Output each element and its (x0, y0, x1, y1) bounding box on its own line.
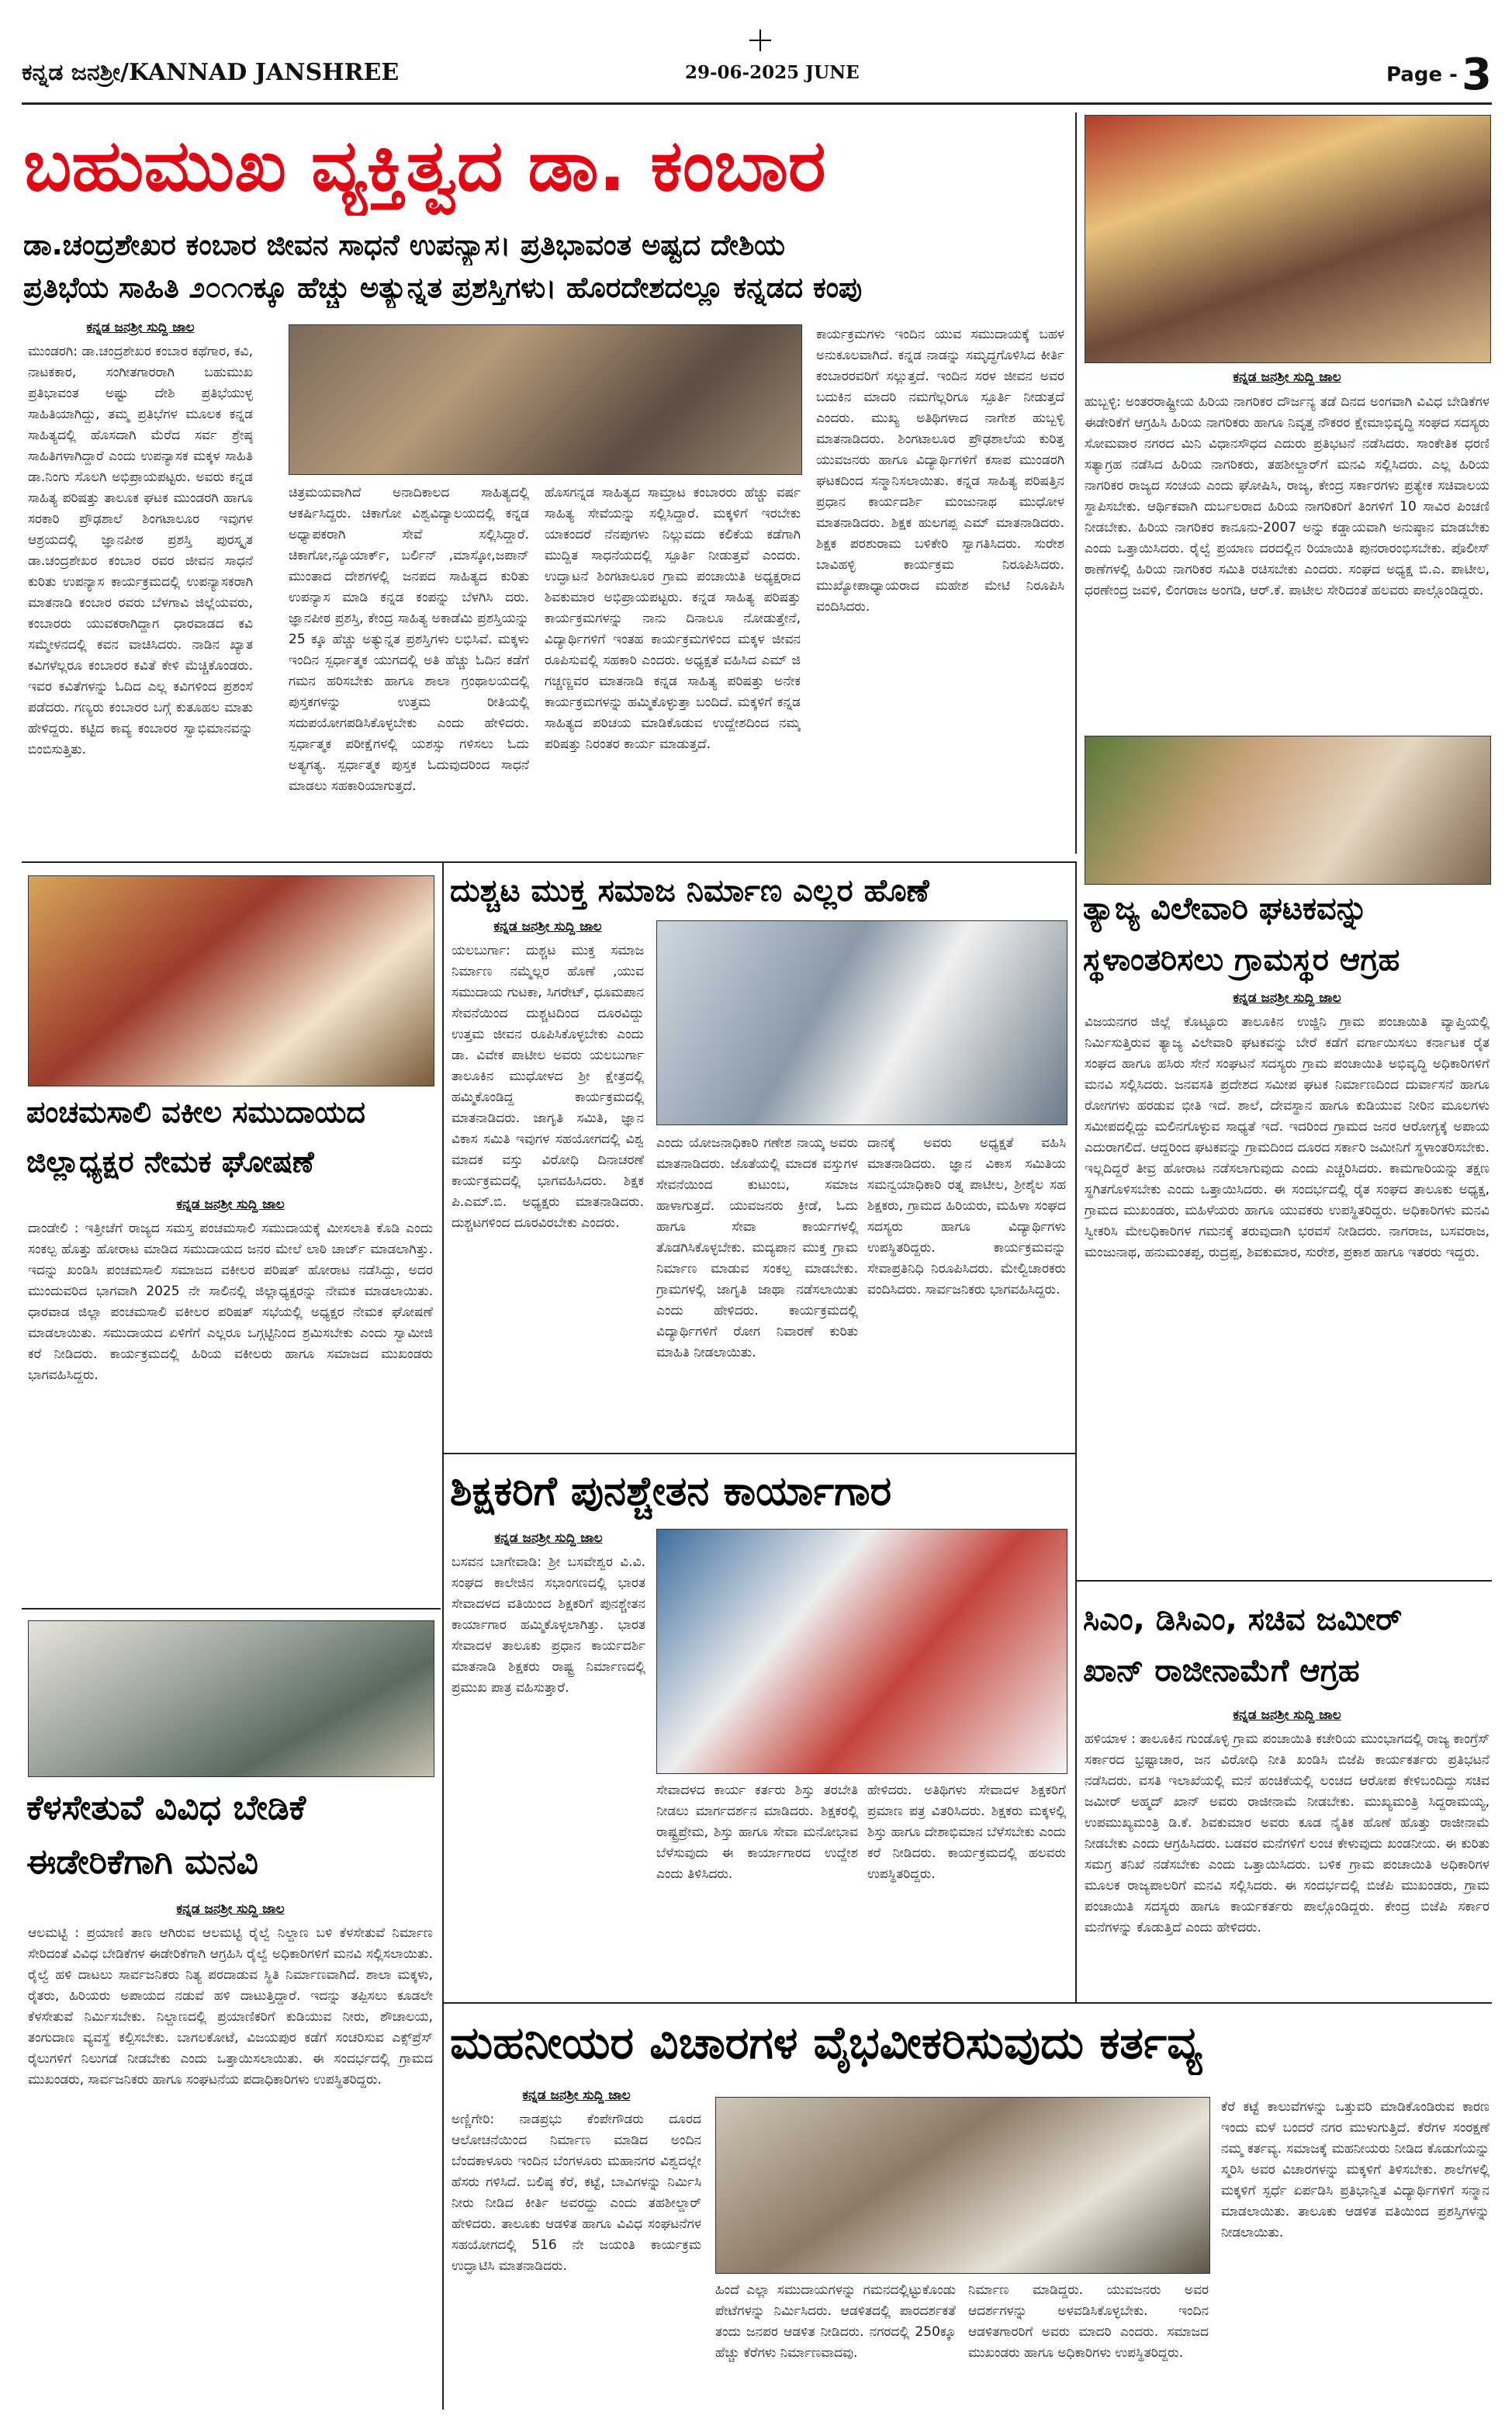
divider-bottom (444, 2002, 1492, 2004)
demand-photo (28, 1620, 434, 1777)
minister-headline-line-2: ಖಾನ್ ರಾಜೀನಾಮೆಗೆ ಆಗ್ರಹ (1083, 1653, 1360, 1689)
greats-text-2: ಹಿಂದೆ ಎಲ್ಲಾ ಸಮುದಾಯಗಳನ್ನು ಗಮನದಲ್ಲಿಟ್ಟುಕೊಂಡು ಪೇಟೆಗಳನ್ನು ನಿರ್ಮಿಸಿದರು. ಆಡಳಿತದಲ್ಲಿ ಪಾರದರ್ಶಕತೆ ತಂದು ಜನಪರ ಆಡಳಿತ ನೀಡಿದರು. ನಗರದಲ್ಲಿ 250ಕ್ಕೂ ಹೆಚ್ಚು ಕೆರೆಗಳು ನಿರ್ಮಾಣವಾದವು. (715, 2282, 956, 2361)
greats-text-4: ಕೆರೆ ಕಟ್ಟೆ ಕಾಲುವೆಗಳನ್ನು ಒತ್ತುವರಿ ಮಾಡಿಕೊಂಡಿರುವ ಕಾರಣ ಇಂದು ಮಳೆ ಬಂದರೆ ನಗರ ಮುಳುಗುತ್ತಿದೆ. ಕೆರೆಗಳ ಸಂರಕ್ಷಣೆ ನಮ್ಮ ಕರ್ತವ್ಯ. ಸಮಾಜಕ್ಕೆ ಮಹನೀಯರು ನೀಡಿದ ಕೊಡುಗೆಯನ್ನು ಸ್ಮರಿಸಿ ಅವರ ವಿಚಾರಗಳನ್ನು ಮಕ್ಕಳಿಗೆ ತಿಳಿಸಬೇಕು. ಶಾಲೆಗಳಲ್ಲಿ ಮಕ್ಕಳಿಗೆ ಸ್ಪರ್ಧೆ ಏರ್ಪಡಿಸಿ ಪ್ರತಿಭಾನ್ವಿತ ವಿದ್ಯಾರ್ಥಿಗಳಿಗೆ ಸನ್ಮಾನ ಮಾಡಲಾಯಿತು. ತಾಲೂಕು ಆಡಳಿತ ವತಿಯಿಂದ ಪ್ರಶಸ್ತಿಗಳನ್ನು ನೀಡಲಾಯಿತು. (1221, 2099, 1490, 2240)
drugs-text-3: ದಾನಕ್ಕೆ ಅವರು ಅಧ್ಯಕ್ಷತೆ ವಹಿಸಿ ಮಾತನಾಡಿದರು. ಜ್ಞಾನ ವಿಕಾಸ ಸಮಿತಿಯ ಸಮನ್ವಯಾಧಿಕಾರಿ ರತ್ನ ಪಾಟೀಲ, ಶ್ರೀಶೈಲ ಸಹ ಶಿಕ್ಷಕರು, ಗ್ರಾಮದ ಹಿರಿಯರು, ಮಹಿಳಾ ಸಂಘದ ಸದಸ್ಯರು ಹಾಗೂ ವಿದ್ಯಾರ್ಥಿಗಳು ಉಪಸ್ಥಿತರಿದ್ದರು. ಕಾರ್ಯಕ್ರಮವನ್ನು ಸೇವಾಪ್ರತಿನಿಧಿ ನಿರೂಪಿಸಿದರು. ಮೇಲ್ವಿಚಾರಕರು ವಂದಿಸಿದರು. ಸಾರ್ವಜನಿಕರು ಭಾಗವಹಿಸಿದ್ದರು. (867, 1135, 1066, 1298)
greats-text-3: ನಿರ್ಮಾಣ ಮಾಡಿದ್ದರು. ಯುವಜನರು ಅವರ ಆದರ್ಶಗಳನ್ನು ಅಳವಡಿಸಿಕೊಳ್ಳಬೇಕು. ಇಂದಿನ ಆಡಳಿತಗಾರರಿಗೆ ಅವರು ಮಾದರಿ ಎಂದರು. ಸಮಾಜದ ಮುಖಂಡರು ಹಾಗೂ ಅಧಿಕಾರಿಗಳು ಉಪಸ್ಥಿತರಿದ್ದರು. (968, 2282, 1209, 2361)
waste-headline-line-2: ಸ್ಥಳಾಂತರಿಸಲು ಗ್ರಾಮಸ್ಥರ ಆಗ್ರಹ (1083, 942, 1400, 978)
demand-byline: ಕನ್ನಡ ಜನಶ್ರೀ ಸುದ್ದಿ ಜಾಲ (176, 1901, 285, 1917)
brand-latin: KANNAD JANSHREE (129, 59, 400, 86)
teachers-text-2: ಸೇವಾದಳದ ಕಾರ್ಯ ಕರ್ತರು ಶಿಸ್ತು ತರಬೇತಿ ನೀಡಲು ಮಾರ್ಗದರ್ಶನ ಮಾಡಿದರು. ಶಿಕ್ಷಕರಲ್ಲಿ ರಾಷ್ಟ್ರಪ್ರೇಮ, ಶಿಸ್ತು ಹಾಗೂ ಸೇವಾ ಮನೋಭಾವ ಬೆಳೆಸುವುದು ಈ ಕಾರ್ಯಾಗಾರದ ಉದ್ದೇಶ ಎಂದು ತಿಳಿಸಿದರು. (656, 1783, 858, 1882)
waste-text: ವಿಜಯನಗರ ಜಿಲ್ಲೆ ಕೊಟ್ಟೂರು ತಾಲೂಕಿನ ಉಜ್ಜಿನಿ ಗ್ರಾಮ ಪಂಚಾಯಿತಿ ವ್ಯಾಪ್ತಿಯಲ್ಲಿ ನಿರ್ಮಿಸುತ್ತಿರುವ ತ್ಯಾಜ್ಯ ವಿಲೇವಾರಿ ಘಟಕವನ್ನು ಬೇರೆ ಕಡೆಗೆ ವರ್ಗಾಯಿಸಲು ಕರ್ನಾಟಕ ರೈತ ಸಂಘದ ಹಾಗೂ ಹಸಿರು ಸೇನೆ ಸಂಘಟನೆ ಸದಸ್ಯರು ಗ್ರಾಮ ಪಂಚಾಯಿತಿ ಅಭಿವೃದ್ಧಿ ಅಧಿಕಾರಿಗಳಿಗೆ ಮನವಿ ಸಲ್ಲಿಸಿದರು. ಜನವಸತಿ ಪ್ರದೇಶದ ಸಮೀಪ ಘಟಕ ನಿರ್ಮಾಣದಿಂದ ದುರ್ವಾಸನೆ ಹಾಗೂ ರೋಗಗಳು ಹರಡುವ ಭೀತಿ ಇದೆ. ಶಾಲೆ, ದೇವಸ್ಥಾನ ಹಾಗೂ ಕುಡಿಯುವ ನೀರಿನ ಮೂಲಗಳು ಸಮೀಪದಲ್ಲಿದ್ದು ಮಲಿನಗೊಳ್ಳುವ ಸಾಧ್ಯತೆ ಇದೆ. ಇದರಿಂದ ಗ್ರಾಮದ ಜನರ ಆರೋಗ್ಯಕ್ಕೆ ಅಪಾಯ ಎದುರಾಗಲಿದೆ. ಆದ್ದರಿಂದ ಘಟಕವನ್ನು ಗ್ರಾಮದಿಂದ ದೂರದ ಸರ್ಕಾರಿ ಜಮೀನಿಗೆ ಸ್ಥಳಾಂತರಿಸಬೇಕು. ಇಲ್ಲದಿದ್ದರೆ ತೀವ್ರ ಹೋರಾಟ ನಡೆಸಲಾಗುವುದು ಎಂದು ಎಚ್ಚರಿಸಿದರು. ಕಾಮಗಾರಿಯನ್ನು ತಕ್ಷಣ ಸ್ಥಗಿತಗೊಳಿಸಬೇಕು ಎಂದು ಒತ್ತಾಯಿಸಿದರು. ಈ ಸಂದರ್ಭದಲ್ಲಿ ರೈತ ಸಂಘದ ತಾಲೂಕು ಅಧ್ಯಕ್ಷ, ಗ್ರಾಮದ ಮುಖಂಡರು, ಮಹಿಳೆಯರು ಹಾಗೂ ಯುವಕರು ಉಪಸ್ಥಿತರಿದ್ದರು. ಅಧಿಕಾರಿಗಳು ಮನವಿ ಸ್ವೀಕರಿಸಿ ಮೇಲಧಿಕಾರಿಗಳ ಗಮನಕ್ಕೆ ತರುವುದಾಗಿ ಭರವಸೆ ನೀಡಿದರು. ನಾಗರಾಜ, ಬಸವರಾಜ, ಮಂಜುನಾಥ, ಹನುಮಂತಪ್ಪ, ರುದ್ರಪ್ಪ, ಶಿವಕುಮಾರ, ಸುರೇಶ, ಪ್ರಕಾಶ ಹಾಗೂ ಇತರರು ಇದ್ದರು. (1085, 1014, 1490, 1260)
right-top-text: ಹುಬ್ಬಳ್ಳಿ: ಅಂತರರಾಷ್ಟ್ರೀಯ ಹಿರಿಯ ನಾಗರಿಕರ ದೌರ್ಜನ್ಯ ತಡೆ ದಿನದ ಅಂಗವಾಗಿ ವಿವಿಧ ಬೇಡಿಕೆಗಳ ಈಡೇರಿಕೆಗೆ ಆಗ್ರಹಿಸಿ ಹಿರಿಯ ನಾಗರಿಕರು ಹಾಗೂ ನಿವೃತ್ತ ನೌಕರರ ಕ್ಷೇಮಾಭಿವೃದ್ಧಿ ಸಂಘದ ಸದಸ್ಯರು ಸೋಮವಾರ ನಗರದ ಮಿನಿ ವಿಧಾನಸೌಧದ ಎದುರು ಪ್ರತಿಭಟನೆ ನಡೆಸಿದರು. ಸಾಂಕೇತಿಕ ಧರಣಿ ಸತ್ಯಾಗ್ರಹ ನಡೆಸಿದ ಹಿರಿಯ ನಾಗರಿಕರು, ತಹಶೀಲ್ದಾರ್‌ಗೆ ಮನವಿ ಸಲ್ಲಿಸಿದರು. ಎಲ್ಲ ಹಿರಿಯ ನಾಗರಿಕರ ರಾಜ್ಯದ ಸಂಚಯ ಎಂದು ಘೋಷಿಸಿ, ರಾಜ್ಯ, ಕೇಂದ್ರ ಸರ್ಕಾರಗಳು ಪ್ರತ್ಯೇಕ ಸಚಿವಾಲಯ ಸ್ಥಾಪಿಸಬೇಕು. ಆರ್ಥಿಕವಾಗಿ ದುರ್ಬಲರಾದ ಹಿರಿಯ ನಾಗರಿಕರಿಗೆ ತಿಂಗಳಿಗೆ 10 ಸಾವಿರ ಪಿಂಚಣಿ ನೀಡಬೇಕು. ಹಿರಿಯ ನಾಗರಿಕರ ಕಾನೂನು-2007 ಅನ್ನು ಕಡ್ಡಾಯವಾಗಿ ಅನುಷ್ಠಾನ ಮಾಡಬೇಕು ಎಂದು ಒತ್ತಾಯಿಸಿದರು. ರೈಲ್ವೆ ಪ್ರಯಾಣ ದರದಲ್ಲಿನ ರಿಯಾಯಿತಿ ಪುನರಾರಂಭಿಸಬೇಕು. ಪೊಲೀಸ್ ಠಾಣೆಗಳಲ್ಲಿ ಹಿರಿಯ ನಾಗರಿಕರ ಸಮಿತಿ ರಚಿಸಬೇಕು ಎಂದರು. ಸಂಘದ ಅಧ್ಯಕ್ಷ ಬಿ.ಎ. ಪಾಟೀಲ, ಧರಣೇಂದ್ರ ಜವಳಿ, ಲಿಂಗರಾಜ ಅಂಗಡಿ, ಆರ್.ಕೆ. ಪಾಟೀಲ ಸೇರಿದಂತೆ ಹಲವರು ಪಾಲ್ಗೊಂಡಿದ್ದರು. (1085, 394, 1490, 598)
right-top-photo-2 (1085, 736, 1491, 885)
lead-deck-line-2: ಪ್ರತಿಭೆಯ ಸಾಹಿತಿ ೨೦೧೧ಕ್ಕೂ ಹೆಚ್ಚು ಅತ್ಯುನ್ನತ ಪ್ರಶಸ್ತಿಗಳು। ಹೊರದೇಶದಲ್ಲೂ ಕನ್ನಡದ ಕಂಪು (23, 271, 863, 304)
masthead: ಕನ್ನಡ ಜನಶ್ರೀ/KANNAD JANSHREE 29-06-2025 JUNE Page - 3 (22, 50, 1492, 100)
lead-col-4: ಕಾರ್ಯಕ್ರಮಗಳು ಇಂದಿನ ಯುವ ಸಮುದಾಯಕ್ಕೆ ಬಹಳ ಅನುಕೂಲವಾಗಿದೆ. ಕನ್ನಡ ನಾಡನ್ನು ಸಮೃದ್ಧಗೊಳಿಸಿದ ಕೀರ್ತಿ ಕಂಬಾರರವರಿಗೆ ಸಲ್ಲುತ್ತದೆ. ಇಂದಿನ ಸರಳ ಜೀವನ ಅವರ ಬದುಕಿನ ಮಾದರಿ ನಮಗೆಲ್ಲರಿಗೂ ಸ್ಪೂರ್ತಿ ನೀಡುತ್ತದೆ ಎಂದರು. ಮುಖ್ಯ ಅತಿಥಿಗಳಾದ ನಾಗೇಶ ಹುಬ್ಬಳ್ಳಿ ಮಾತನಾಡಿದರು. ಶಿಂಗಟಾಲೂರ ಪ್ರೌಢಶಾಲೆಯ ಕುರಿತ್ತ ಯುವಜನರು ಹಾಗೂ ವಿದ್ಯಾರ್ಥಿಗಳಿಗೆ ಕಸಾಪ ಮುಂಡರಗಿ ಘಟಕದಿಂದ ಸನ್ಮಾನಿಸಲಾಯಿತು. ಕನ್ನಡ ಸಾಹಿತ್ಯ ಪರಿಷತ್ತಿನ ಪ್ರಧಾನ ಕಾರ್ಯದರ್ಶಿ ಮಂಜುನಾಥ ಮುಧೋಳ ಮಾತನಾಡಿದರು. ಶಿಕ್ಷಕ ಹುಲಗಪ್ಪ ಎಮ್ ಮಾತನಾಡಿದರು. ಶಿಕ್ಷಕ ಪರಶುರಾಮ ಬಳಿಕೇರಿ ಸ್ವಾಗತಿಸಿದರು. ಸುರೇಶ ಬಾವಿಹಳ್ಳಿ ಕಾರ್ಯಕ್ರಮ ನಿರೂಪಿಸಿದರು. ಮುಖ್ಯೋಪಾಧ್ಯಾಯರಾದ ಮಹೇಶ ಮೇಟಿ ನಿರೂಪಿಸಿ ವಂದಿಸಿದರು. (816, 327, 1064, 615)
divider-left-middle (442, 861, 444, 2410)
teachers-byline: ಕನ್ನಡ ಜನಶ್ರೀ ಸುದ್ದಿ ಜಾಲ (494, 1530, 603, 1546)
greats-text-1: ಅಣ್ಣಿಗೇರಿ: ನಾಡಪ್ರಭು ಕೆಂಪೇಗೌಡರು ದೂರದ ಆಲೋಚನೆಯಿಂದ ನಿರ್ಮಾಣ ಮಾಡಿದ ಅಂದಿನ ಬೆಂದಕಾಳೂರು ಇಂದಿನ ಬೆಂಗಳೂರು ಮಹಾನಗರ ವಿಶ್ವದಲ್ಲೇ ಹೆಸರು ಗಳಿಸಿದೆ. ಬಲಿಷ್ಠ ಕೆರೆ, ಕಟ್ಟೆ, ಬಾವಿಗಳನ್ನು ನಿರ್ಮಿಸಿ ನೀರು ನೀಡಿದ ಕೀರ್ತಿ ಅವರದ್ದು ಎಂದು ತಹಶೀಲ್ದಾರ್ ಹೇಳಿದರು. ತಾಲೂಕು ಆಡಳಿತ ಹಾಗೂ ವಿವಿಧ ಸಂಘಟನೆಗಳ ಸಹಯೋಗದಲ್ಲಿ 516 ನೇ ಜಯಂತಿ ಕಾರ್ಯಕ್ರಮ ಉದ್ಘಾಟಿಸಿ ಮಾತನಾಡಿದರು. (452, 2112, 701, 2274)
advocates-photo (28, 875, 434, 1086)
lead-col-3: ಹೊಸಗನ್ನಡ ಸಾಹಿತ್ಯದ ಸಾಮ್ರಾಟ ಕಂಬಾರರು ಹೆಚ್ಚು ವರ್ಷ ಸಾಹಿತ್ಯ ಸೇವೆಯನ್ನು ಸಲ್ಲಿಸಿದ್ದಾರೆ. ಮಕ್ಕಳಿಗೆ ಇರಬೇಕು ಯಾಕಂದರೆ ನೆನಪುಗಳು ನಿಲ್ಲುವದು ಕಲಿಕೆಯ ಕಡೆಗಾಗಿ ಮುದ್ದಿತ ಸಾಧನೆಯದಲ್ಲಿ ಸ್ಪೂರ್ತಿ ನೀಡುತ್ತವೆ ಎಂದರು. ಉದ್ಘಾಟನೆ ಶಿಂಗಟಾಲೂರ ಗ್ರಾಮ ಪಂಚಾಯಿತಿ ಅಧ್ಯಕ್ಷರಾದ ಶಿವಕುಮಾರ ಅಭಿಪ್ರಾಯಪಟ್ಟರು. ಕನ್ನಡ ಸಾಹಿತ್ಯ ಪರಿಷತ್ತು ಕಾರ್ಯಕ್ರಮಗಳನ್ನು ನಾನು ದಿನಾಲೂ ನೋಡುತ್ತೇನೆ, ವಿದ್ಯಾರ್ಥಿಗಳಿಗೆ ಇಂತಹ ಕಾರ್ಯಕ್ರಮಗಳಿಂದ ಮಕ್ಕಳ ಜೀವನ ರೂಪಿಸುವಲ್ಲಿ ಸಹಕಾರಿ ಎಂದರು. ಅಧ್ಯಕ್ಷತೆ ವಹಿಸಿದ ಎಮ್ ಜಿ ಗಚ್ಚಣ್ಣವರ ಮಾತನಾಡಿ ಕನ್ನಡ ಸಾಹಿತ್ಯ ಪರಿಷತ್ತು ಅನೇಕ ಕಾರ್ಯಕ್ರಮಗಳನ್ನು ಹಮ್ಮಿಕೊಳ್ಳುತ್ತಾ ಬಂದಿದೆ. ಮಕ್ಕಳಿಗೆ ಕನ್ನಡ ಸಾಹಿತ್ಯದ ಪರಿಚಯ ಮಾಡಿಕೊಡುವ ಉದ್ದೇಶದಿಂದ ನಮ್ಮ ಪರಿಷತ್ತು ನಿರಂತರ ಕಾರ್ಯ ಮಾಡುತ್ತದೆ. (545, 485, 801, 752)
drugs-byline: ಕನ್ನಡ ಜನಶ್ರೀ ಸುದ್ದಿ ಜಾಲ (493, 919, 602, 934)
drugs-photo (656, 920, 1067, 1125)
demand-headline-line-2: ಈಡೇರಿಕೆಗಾಗಿ ಮನವಿ (26, 1842, 258, 1882)
advocates-byline: ಕನ್ನಡ ಜನಶ್ರೀ ಸುದ್ದಿ ಜಾಲ (176, 1197, 285, 1212)
minister-byline: ಕನ್ನಡ ಜನಶ್ರೀ ಸುದ್ದಿ ಜಾಲ (1233, 1707, 1341, 1723)
teachers-text-1: ಬಸವನ ಬಾಗೇವಾಡಿ: ಶ್ರೀ ಬಸವೇಶ್ವರ ವಿ.ವಿ. ಸಂಘದ ಕಾಲೇಜಿನ ಸಭಾಂಗಣದಲ್ಲಿ ಭಾರತ ಸೇವಾದಳದ ವತಿಯಿಂದ ಶಿಕ್ಷಕರಿಗೆ ಪುನಶ್ಚೇತನ ಕಾರ್ಯಾಗಾರ ಹಮ್ಮಿಕೊಳ್ಳಲಾಗಿತ್ತು. ಭಾರತ ಸೇವಾದಳ ತಾಲೂಕು ಪ್ರಧಾನ ಕಾರ್ಯದರ್ಶಿ ಮಾತನಾಡಿ ಶಿಕ್ಷಕರು ರಾಷ್ಟ್ರ ನಿರ್ಮಾಣದಲ್ಲಿ ಪ್ರಮುಖ ಪಾತ್ರ ವಹಿಸುತ್ತಾರೆ. (452, 1554, 645, 1696)
divider-middle-right (1075, 861, 1077, 2002)
drugs-headline: ದುಶ್ಚಟ ಮುಕ್ತ ಸಮಾಜ ನಿರ್ಮಾಣ ಎಲ್ಲರ ಹೊಣೆ (450, 873, 929, 909)
masthead-rule (22, 102, 1492, 105)
page-label: Page - (1386, 63, 1458, 87)
right-top-photo (1085, 115, 1491, 363)
drugs-text-1: ಯಲಬುರ್ಗಾ: ದುಶ್ಚಟ ಮುಕ್ತ ಸಮಾಜ ನಿರ್ಮಾಣ ನಮ್ಮೆಲ್ಲರ ಹೊಣೆ ,ಯುವ ಸಮುದಾಯ ಗುಟಕಾ, ಸಿಗರೇಟ್, ಧೂಮಪಾನ ಸೇವನೆಯಿಂದ ದುಶ್ಚಟದಿಂದ ದೂರವಿದ್ದು ಉತ್ತಮ ಜೀವನ ರೂಪಿಸಿಕೊಳ್ಳಬೇಕು ಎಂದು ಡಾ. ವಿವೇಕ ಪಾಟೀಲ ಅವರು ಯಲಬುರ್ಗಾ ತಾಲೂಕಿನ ಮುಧೋಳದ ಶ್ರೀ ಕ್ಷೇತ್ರದಲ್ಲಿ ಹಮ್ಮಿಕೊಂಡಿದ್ದ ಕಾರ್ಯಕ್ರಮದಲ್ಲಿ ಮಾತನಾಡಿದರು. ಜಾಗೃತಿ ಸಮಿತಿ, ಜ್ಞಾನ ವಿಕಾಸ ಸಮಿತಿ ಇವುಗಳ ಸಹಯೋಗದಲ್ಲಿ ವಿಶ್ವ ಮಾದಕ ವಸ್ತು ವಿರೋಧಿ ದಿನಾಚರಣೆ ಕಾರ್ಯಕ್ರಮದಲ್ಲಿ ಭಾಗವಹಿಸಿದರು. ಶಿಕ್ಷಕ ಪಿ.ಎಮ್.ಬಿ. ಅಧ್ಯಕ್ಷರು ಮಾತನಾಡಿದರು. ದುಶ್ಚಟಗಳಿಂದ ದೂರವಿರಬೇಕು ಎಂದರು. (452, 943, 644, 1231)
lead-photo (289, 324, 802, 475)
advocates-text: ದಾಂಡೇಲಿ : ಇತ್ತೀಚೆಗೆ ರಾಜ್ಯದ ಸಮಸ್ತ ಪಂಚಮಸಾಲಿ ಸಮುದಾಯಕ್ಕೆ ಮೀಸಲಾತಿ ಕೊಡಿ ಎಂದು ಸಂಕಲ್ಪ ಹೊತ್ತು ಹೋರಾಟ ಮಾಡಿದ ಸಮುದಾಯದ ಜನರ ಮೇಲೆ ಲಾಠಿ ಚಾರ್ಜ್ ಮಾಡಲಾಗಿತ್ತು. ಇದನ್ನು ಖಂಡಿಸಿ ಪಂಚಮಸಾಲಿ ಸಮಾಜದ ವಕೀಲರ ಪರಿಷತ್ ಹೋರಾಟ ನಡೆಸಿದ್ದು, ಅದರ ಮುಂದುವರಿದ ಭಾಗವಾಗಿ 2025 ನೇ ಸಾಲಿನಲ್ಲಿ ಜಿಲ್ಲಾಧ್ಯಕ್ಷರನ್ನು ನೇಮಕ ಮಾಡಲಾಯಿತು. ಧಾರವಾಡ ಜಿಲ್ಲಾ ಪಂಚಮಸಾಲಿ ವಕೀಲರ ಪರಿಷತ್ ಸಭೆಯಲ್ಲಿ ಅಧ್ಯಕ್ಷರ ನೇಮಕ ಘೋಷಣೆ ಮಾಡಲಾಯಿತು. ಸಮುದಾಯದ ಏಳಿಗೆಗೆ ಎಲ್ಲರೂ ಒಗ್ಗಟ್ಟಿನಿಂದ ಶ್ರಮಿಸಬೇಕು ಎಂದು ಸ್ವಾಮೀಜಿ ಕರೆ ನೀಡಿದರು. ಕಾರ್ಯಕ್ರಮದಲ್ಲಿ ಹಿರಿಯ ವಕೀಲರು ಹಾಗೂ ಸಮಾಜದ ಮುಖಂಡರು ಭಾಗವಹಿಸಿದ್ದರು. (28, 1221, 433, 1383)
teachers-text-3: ಹೇಳಿದರು. ಅತಿಥಿಗಳು ಸೇವಾದಳ ಶಿಕ್ಷಕರಿಗೆ ಪ್ರಮಾಣ ಪತ್ರ ವಿತರಿಸಿದರು. ಶಿಕ್ಷಕರು ಮಕ್ಕಳಲ್ಲಿ ಶಿಸ್ತು ಹಾಗೂ ದೇಶಾಭಿಮಾನ ಬೆಳೆಸಬೇಕು ಎಂದು ಕರೆ ನೀಡಿದರು. ಕಾರ್ಯಕ್ರಮದಲ್ಲಿ ಹಲವರು ಉಪಸ್ಥಿತರಿದ್ದರು. (867, 1783, 1066, 1882)
demand-headline-line-1: ಕೆಳಸೇತುವೆ ವಿವಿಧ ಬೇಡಿಕೆ (26, 1788, 306, 1828)
divider-right-top (1075, 113, 1077, 854)
waste-byline: ಕನ್ನಡ ಜನಶ್ರೀ ಸುದ್ದಿ ಜಾಲ (1233, 990, 1341, 1006)
lead-col-2: ಚಿತ್ರಮಯವಾಗಿದೆ ಅನಾದಿಕಾಲದ ಸಾಹಿತ್ಯದಲ್ಲಿ ಆಕರ್ಷಿಸಿದ್ದರು. ಚಿಕಾಗೋ ವಿಶ್ವವಿದ್ಯಾಲಯದಲ್ಲಿ ಕನ್ನಡ ಅಧ್ಯಾಪಕರಾಗಿ ಸೇವೆ ಸಲ್ಲಿಸಿದ್ದಾರೆ. ಚಿಕಾಗೋ,ನ್ಯೂಯಾರ್ಕ್, ಬರ್ಲಿನ್ ,ಮಾಸ್ಕೋ,ಜಪಾನ್ ಮುಂತಾದ ದೇಶಗಳಲ್ಲಿ ಜನಪದ ಸಾಹಿತ್ಯದ ಕುರಿತು ಉಪನ್ಯಾಸ ಮಾಡಿ ಕನ್ನಡ ಕಂಪನ್ನು ಬೆಳಗಿಸಿ ದರು. ಜ್ಞಾನಪೀಠ ಪ್ರಶಸ್ತಿ, ಕೇಂದ್ರ ಸಾಹಿತ್ಯ ಅಕಾಡೆಮಿ ಪ್ರಶಸ್ತಿಯನ್ನು 25 ಕ್ಕೂ ಹೆಚ್ಚು ಅತ್ಯುನ್ನತ ಪ್ರಶಸ್ತಿಗಳು ಲಭಿಸಿವೆ. ಮಕ್ಕಳು ಇಂದಿನ ಸ್ಪರ್ಧಾತ್ಮಕ ಯುಗದಲ್ಲಿ ಅತಿ ಹೆಚ್ಚು ಓದಿನ ಕಡೆಗೆ ಗಮನ ಹರಿಸಬೇಕು ಹಾಗೂ ಶಾಲಾ ಗ್ರಂಥಾಲಯದಲ್ಲಿ ಪುಸ್ತಕಗಳನ್ನು ಉತ್ತಮ ರೀತಿಯಲ್ಲಿ ಸದುಪಯೋಗಪಡಿಸಿಕೊಳ್ಳಬೇಕು ಎಂದು ಹೇಳಿದರು. ಸ್ಪರ್ಧಾತ್ಮಕ ಪರೀಕ್ಷೆಗಳಲ್ಲಿ ಯಶಸ್ಸು ಗಳಿಸಲು ಓದು ಅತ್ಯಗತ್ಯ. ಸ್ಪರ್ಧಾತ್ಮಕ ಪುಸ್ತಕ ಓದುವುದರಿಂದ ಸಾಧನೆ ಮಾಡಲು ಸಹಕಾರಿಯಾಗುತ್ತದೆ. (289, 485, 529, 794)
advocates-headline-line-2: ಜಿಲ್ಲಾಧ್ಯಕ್ಷರ ನೇಮಕ ಘೋಷಣೆ (26, 1145, 314, 1179)
advocates-headline-line-1: ಪಂಚಮಸಾಲಿ ವಕೀಲ ಸಮುದಾಯದ (26, 1095, 365, 1129)
lead-byline: ಕನ್ನಡ ಜನಶ್ರೀ ಸುದ್ದಿ ಜಾಲ (86, 320, 195, 335)
registration-mark (749, 29, 771, 51)
divider-right-1 (1077, 1580, 1492, 1582)
minister-headline-line-1: ಸಿಎಂ, ಡಿಸಿಎಂ, ಸಚಿವ ಜಮೀರ್ (1083, 1602, 1403, 1637)
waste-headline-line-1: ತ್ಯಾಜ್ಯ ವಿಲೇವಾರಿ ಘಟಕವನ್ನು (1083, 891, 1368, 927)
divider-row-1 (22, 861, 1075, 863)
lead-col-1: ಮುಂಡರಗಿ: ಡಾ.ಚಂದ್ರಶೇಖರ ಕಂಬಾರ ಕಥೆಗಾರ, ಕವಿ, ನಾಟಕಕಾರ, ಸಂಗೀತಗಾರರಾಗಿ ಬಹುಮುಖ ಪ್ರತಿಭಾವಂತ ಅಷ್ಟು ದೇಶಿ ಪ್ರತಿಭೆಯುಳ್ಳ ಸಾಹಿತಿಯಾಗಿದ್ದು, ತಮ್ಮ ಪ್ರತಿಭೆಗಳ ಮೂಲಕ ಕನ್ನಡ ಸಾಹಿತ್ಯದಲ್ಲಿ ಹೊಸದಾಗಿ ಮೆರೆದ ಸರ್ವ ಶ್ರೇಷ್ಠ ಸಾಹಿತಿಗಳಾಗಿದ್ದಾರೆ ಎಂದು ಉಪನ್ಯಾಸಕ ಮಕ್ಕಳ ಸಾಹಿತಿ ಡಾ.ನಿಂಗು ಸೊಲಗಿ ಅಭಿಪ್ರಾಯಪಟ್ಟರು. ಅವರು ಕನ್ನಡ ಸಾಹಿತ್ಯ ಪರಿಷತ್ತು ತಾಲೂಕ ಘಟಕ ಮುಂಡರಗಿ ಹಾಗೂ ಸರಕಾರಿ ಪ್ರೌಢಶಾಲೆ ಶಿಂಗಟಾಲೂರ ಇವುಗಳ ಆಶ್ರಯದಲ್ಲಿ ಜ್ಞಾನಪೀಠ ಪ್ರಶಸ್ತಿ ಪುರಸ್ಕೃತ ಡಾ.ಚಂದ್ರಶೇಖರ ಕಂಬಾರ ರವರ ಜೀವನ ಸಾಧನೆ ಕುರಿತು ಉಪನ್ಯಾಸ ಕಾರ್ಯಕ್ರಮದಲ್ಲಿ ಉಪನ್ಯಾಸಕರಾಗಿ ಮಾತನಾಡಿ ಕಂಬಾರ ರವರು ಬೆಳಗಾವಿ ಜಿಲ್ಲೆಯವರು, ಕಂಬಾರರು ಯುವಕರಾಗಿದ್ದಾಗ ಧಾರವಾಡದ ಕವಿ ಸಮ್ಮೇಳನದಲ್ಲಿ ಕವನ ವಾಚಿಸಿದರು. ನಾಡಿನ ಖ್ಯಾತ ಕವಿಗಳೆಲ್ಲರೂ ಕಂಬಾರರ ಕವಿತೆ ಕೇಳಿ ಮೆಚ್ಚಿಕೊಂಡರು. ಇವರ ಕವಿತೆಗಳನ್ನು ಓದಿದ ಎಲ್ಲ ಕವಿಗಳಿಂದ ಪ್ರಶಂಸೆ ಪಡೆದರು. ಗಣ್ಯರು ಕಂಬಾರರ ಬಗ್ಗೆ ಕುತೂಹಲ ಮಾತು ಹೇಳಿದ್ದರು. ಕಟ್ಟಿದ ಕಾವ್ಯ ಕಂಬಾರರ ಸ್ವಾಭಿಮಾನವನ್ನು ಬಿಂಬಿಸುತ್ತಿತು. (28, 344, 253, 757)
minister-text: ಹಳಿಯಾಳ : ತಾಲೂಕಿನ ಗುಂಡೊಳ್ಳಿ ಗ್ರಾಮ ಪಂಚಾಯಿತಿ ಕಚೇರಿಯ ಮುಂಭಾಗದಲ್ಲಿ ರಾಜ್ಯ ಕಾಂಗ್ರೆಸ್ ಸರ್ಕಾರದ ಭ್ರಷ್ಟಾಚಾರ, ಜನ ವಿರೋಧಿ ನೀತಿ ಖಂಡಿಸಿ ಬಿಜೆಪಿ ಕಾರ್ಯಕರ್ತರು ಪ್ರತಿಭಟನೆ ನಡೆಸಿದರು. ವಸತಿ ಇಲಾಖೆಯಲ್ಲಿ ಮನೆ ಹಂಚಿಕೆಯಲ್ಲಿ ಲಂಚದ ಆರೋಪ ಕೇಳಿಬಂದಿದ್ದು ಸಚಿವ ಜಮೀರ್ ಅಹ್ಮದ್ ಖಾನ್ ಅವರು ರಾಜೀನಾಮೆ ನೀಡಬೇಕು. ಮುಖ್ಯಮಂತ್ರಿ ಸಿದ್ದರಾಮಯ್ಯ, ಉಪಮುಖ್ಯಮಂತ್ರಿ ಡಿ.ಕೆ. ಶಿವಕುಮಾರ ಅವರು ಕೂಡ ನೈತಿಕ ಹೊಣೆ ಹೊತ್ತು ರಾಜೀನಾಮೆ ನೀಡಬೇಕು ಎಂದು ಆಗ್ರಹಿಸಿದರು. ಬಡವರ ಮನೆಗಳಿಗೆ ಲಂಚ ಕೇಳುವುದು ಖಂಡನೀಯ. ಈ ಕುರಿತು ಸಮಗ್ರ ತನಿಖೆ ನಡೆಸಬೇಕು ಎಂದು ಒತ್ತಾಯಿಸಿದರು. ಬಳಿಕ ಗ್ರಾಮ ಪಂಚಾಯಿತಿ ಅಧಿಕಾರಿಗಳ ಮೂಲಕ ರಾಜ್ಯಪಾಲರಿಗೆ ಮನವಿ ಸಲ್ಲಿಸಿದರು. ಈ ಸಂದರ್ಭದಲ್ಲಿ ಬಿಜೆಪಿ ಮುಖಂಡರು, ಗ್ರಾಮ ಪಂಚಾಯಿತಿ ಸದಸ್ಯರು ಹಾಗೂ ಕಾರ್ಯಕರ್ತರು ಪಾಲ್ಗೊಂಡಿದ್ದರು. ಕೇಂದ್ರ ಬಿಜೆಪಿ ಸರ್ಕಾರ ಮನೆಗಳನ್ನು ಕೊಡುತ್ತಿದೆ ಎಂದು ಹೇಳಿದರು. (1085, 1731, 1490, 1935)
greats-photo (715, 2097, 1210, 2274)
page-number: 3 (1462, 50, 1492, 100)
teachers-headline: ಶಿಕ್ಷಕರಿಗೆ ಪುನಶ್ಚೇತನ ಕಾರ್ಯಾಗಾರ (450, 1468, 892, 1515)
drugs-text-2: ಎಂದು ಯೋಜನಾಧಿಕಾರಿ ಗಣೇಶ ನಾಯ್ಕ ಅವರು ಮಾತನಾಡಿದರು. ಜೊತೆಯಲ್ಲಿ ಮಾದಕ ವಸ್ತುಗಳ ಸೇವನೆಯಿಂದ ಕುಟುಂಬ, ಸಮಾಜ ಹಾಳಾಗುತ್ತದೆ. ಯುವಜನರು ಕ್ರೀಡೆ, ಓದು ಹಾಗೂ ಸೇವಾ ಕಾರ್ಯಗಳಲ್ಲಿ ತೊಡಗಿಸಿಕೊಳ್ಳಬೇಕು. ಮದ್ಯಪಾನ ಮುಕ್ತ ಗ್ರಾಮ ನಿರ್ಮಾಣ ಮಾಡುವ ಸಂಕಲ್ಪ ಮಾಡಬೇಕು. ಗ್ರಾಮಗಳಲ್ಲಿ ಜಾಗೃತಿ ಜಾಥಾ ನಡೆಸಲಾಯಿತು ಎಂದು ಹೇಳಿದರು. ಕಾರ್ಯಕ್ರಮದಲ್ಲಿ ವಿದ್ಯಾರ್ಥಿಗಳಿಗೆ ರೋಗ ನಿವಾರಣೆ ಕುರಿತು ಮಾಹಿತಿ ನೀಡಲಾಯಿತು. (656, 1135, 858, 1360)
greats-byline: ಕನ್ನಡ ಜನಶ್ರೀ ಸುದ್ದಿ ಜಾಲ (522, 2088, 631, 2103)
issue-date: 29-06-2025 JUNE (685, 62, 860, 83)
greats-headline: ಮಹನೀಯರ ವಿಚಾರಗಳ ವೈಭವೀಕರಿಸುವುದು ಕರ್ತವ್ಯ (450, 2016, 1202, 2069)
lead-headline: ಬಹುಮುಖ ವ್ಯಕ್ತಿತ್ವದ ಡಾ. ಕಂಬಾರ (23, 124, 826, 207)
right-top-byline: ಕನ್ನಡ ಜನಶ್ರೀ ಸುದ್ದಿ ಜಾಲ (1233, 369, 1341, 385)
divider-middle-1 (444, 1453, 1075, 1454)
lead-deck-line-1: ಡಾ.ಚಂದ್ರಶೇಖರ ಕಂಬಾರ ಜೀವನ ಸಾಧನೆ ಉಪನ್ಯಾಸ। ಪ್ರತಿಭಾವಂತ ಅಷ್ಟದ ದೇಶಿಯ (23, 228, 785, 262)
brand-kannada: ಕನ್ನಡ ಜನಶ್ರೀ (22, 59, 121, 86)
teachers-photo (656, 1529, 1067, 1774)
demand-text: ಆಲಮಟ್ಟಿ : ಪ್ರಯಾಣಿ ತಾಣ ಆಗಿರುವ ಆಲಮಟ್ಟಿ ರೈಲ್ವೆ ನಿಲ್ದಾಣ ಬಳಿ ಕೆಳಸೇತುವೆ ನಿರ್ಮಾಣ ಸೇರಿದಂತೆ ವಿವಿಧ ಬೇಡಿಕೆಗಳ ಈಡೇರಿಕೆಗಾಗಿ ಆಗ್ರಹಿಸಿ ರೈಲ್ವೆ ಅಧಿಕಾರಿಗಳಿಗೆ ಮನವಿ ಸಲ್ಲಿಸಲಾಯಿತು. ರೈಲ್ವೆ ಹಳಿ ದಾಟಲು ಸಾರ್ವಜನಿಕರು ನಿತ್ಯ ಪರದಾಡುವ ಸ್ಥಿತಿ ನಿರ್ಮಾಣವಾಗಿದೆ. ಶಾಲಾ ಮಕ್ಕಳು, ರೈತರು, ಹಿರಿಯರು ಅಪಾಯದ ನಡುವೆ ಹಳಿ ದಾಟುತ್ತಿದ್ದಾರೆ. ಇದನ್ನು ತಪ್ಪಿಸಲು ಕೂಡಲೇ ಕೆಳಸೇತುವೆ ನಿರ್ಮಿಸಬೇಕು. ನಿಲ್ದಾಣದಲ್ಲಿ ಪ್ರಯಾಣಿಕರಿಗೆ ಕುಡಿಯುವ ನೀರು, ಶೌಚಾಲಯ, ತಂಗುದಾಣ ವ್ಯವಸ್ಥೆ ಕಲ್ಪಿಸಬೇಕು. ಬಾಗಲಕೋಟೆ, ವಿಜಯಪುರ ಕಡೆಗೆ ಸಂಚರಿಸುವ ಎಕ್ಸ್‌ಪ್ರೆಸ್ ರೈಲುಗಳಿಗೆ ನಿಲುಗಡೆ ನೀಡಬೇಕು ಎಂದು ಒತ್ತಾಯಿಸಲಾಯಿತು. ಈ ಸಂದರ್ಭದಲ್ಲಿ ಗ್ರಾಮದ ಮುಖಂಡರು, ಸಾರ್ವಜನಿಕರು ಹಾಗೂ ಸಂಘಟನೆಯ ಪದಾಧಿಕಾರಿಗಳು ಉಪಸ್ಥಿತರಿದ್ದರು. (28, 1925, 433, 2088)
divider-left-1 (22, 1608, 441, 1610)
